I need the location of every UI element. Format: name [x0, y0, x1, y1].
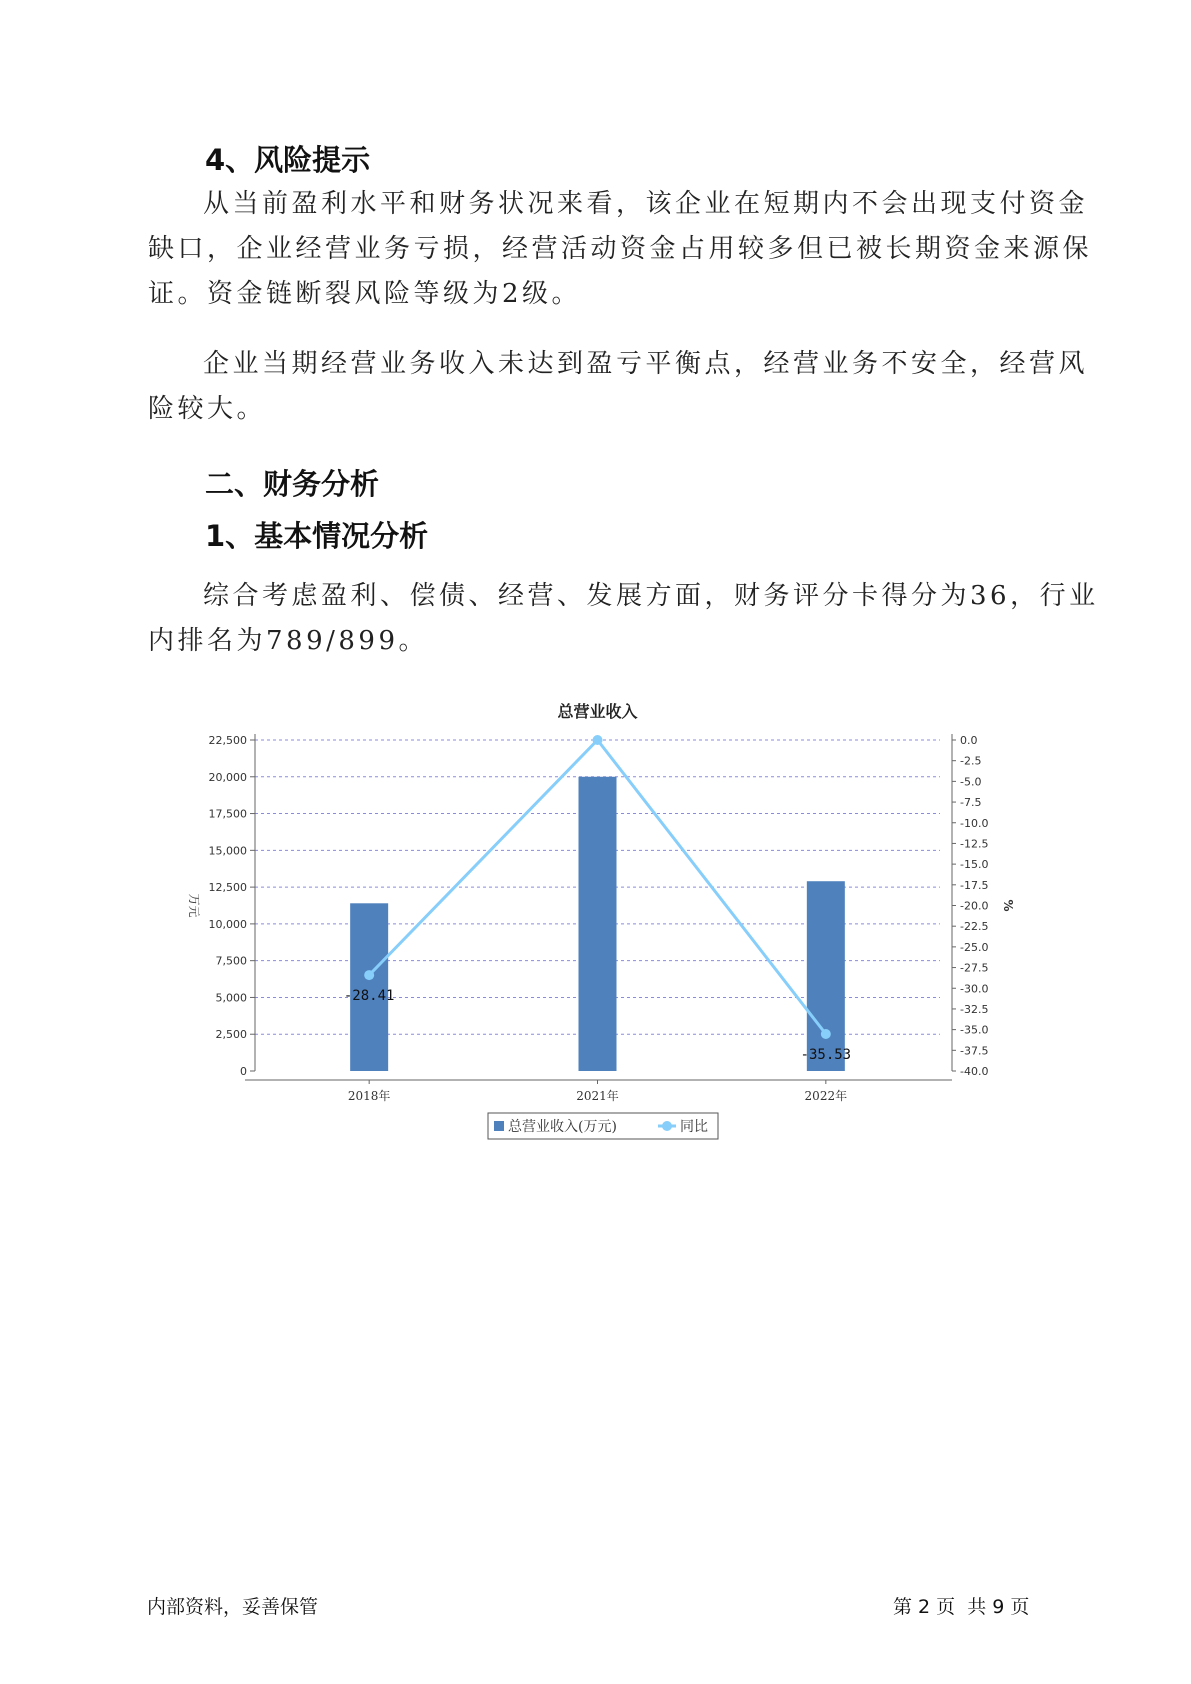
y-tick-label: 20,000: [208, 770, 247, 784]
subsection-heading-basic: 1、基本情况分析: [205, 519, 429, 553]
y2-tick-label: -35.0: [960, 1023, 989, 1037]
y2-tick-label: -20.0: [960, 899, 989, 913]
y-tick-label: 0: [240, 1065, 247, 1078]
legend-line-marker: [662, 1121, 672, 1131]
yoy-point: [821, 1029, 831, 1039]
section-heading-finance: 二、财务分析: [205, 467, 380, 501]
y-tick-label: 7,500: [215, 954, 247, 968]
y2-tick-label: -5.0: [960, 775, 982, 789]
text-line: 从当前盈利水平和财务状况来看，该企业在短期内不会出现支付资金: [203, 189, 1089, 219]
y-tick-label: 5,000: [215, 991, 247, 1005]
y2-tick-label: -22.5: [960, 920, 989, 934]
bar-2021年: [579, 777, 617, 1071]
y2-tick-label: -30.0: [960, 982, 989, 996]
yoy-data-label: -35.53: [800, 1047, 852, 1064]
risk-paragraph-1: [148, 182, 1093, 317]
text-line: 企业当期经营业务收入未达到盈亏平衡点，经营业务不安全，经营风: [203, 349, 1089, 379]
yoy-data-label: -28.41: [343, 988, 395, 1005]
finance-paragraph: [148, 574, 1099, 664]
legend-bar-swatch: [494, 1121, 504, 1131]
y2-tick-label: -40.0: [960, 1065, 989, 1078]
y2-tick-label: -2.5: [960, 754, 982, 768]
y-tick-label: 22,500: [208, 734, 247, 747]
y-tick-label: 17,500: [208, 807, 247, 821]
section-heading-risk: 4、风险提示: [205, 143, 371, 177]
y2-axis-label: %: [1001, 899, 1015, 912]
revenue-chart: [170, 690, 1050, 1150]
y2-tick-label: 0.0: [960, 734, 978, 747]
y2-tick-label: -7.5: [960, 796, 982, 810]
text-line: 证。资金链断裂风险等级为2级。: [148, 279, 582, 309]
y2-tick-label: -37.5: [960, 1044, 989, 1058]
y-axis-label: 万元: [187, 893, 201, 918]
y-tick-label: 12,500: [208, 881, 247, 895]
text-line: 内排名为789/899。: [148, 626, 429, 656]
bar-2022年: [807, 881, 845, 1071]
y2-tick-label: -10.0: [960, 816, 989, 830]
yoy-point: [593, 735, 603, 745]
x-tick-label: 2022年: [804, 1089, 848, 1103]
y2-tick-label: -15.0: [960, 858, 989, 872]
y2-tick-label: -12.5: [960, 837, 989, 851]
legend-bar-label: 总营业收入(万元): [508, 1119, 617, 1135]
footer-confidential-note: 内部资料，妥善保管: [147, 1596, 319, 1618]
text-line: 险较大。: [148, 394, 267, 424]
text-line: 综合考虑盈利、偿债、经营、发展方面，财务评分卡得分为36，行业: [203, 581, 1099, 611]
risk-paragraph-2: [148, 342, 1089, 432]
footer-page-number: 第 2 页 共 9 页: [893, 1596, 1030, 1618]
text-line: 缺口，企业经营业务亏损，经营活动资金占用较多但已被长期资金来源保: [148, 234, 1093, 264]
y-tick-label: 2,500: [215, 1028, 247, 1042]
x-tick-label: 2018年: [347, 1089, 391, 1103]
y2-tick-label: -25.0: [960, 940, 989, 954]
chart-title: 总营业收入: [557, 702, 638, 721]
y-tick-label: 10,000: [208, 917, 247, 931]
yoy-point: [364, 970, 374, 980]
x-tick-label: 2021年: [576, 1089, 619, 1103]
y2-tick-label: -27.5: [960, 961, 989, 975]
legend-line-label: 同比: [680, 1119, 708, 1135]
y-tick-label: 15,000: [208, 844, 247, 858]
y2-tick-label: -32.5: [960, 1002, 989, 1016]
y2-tick-label: -17.5: [960, 878, 989, 892]
